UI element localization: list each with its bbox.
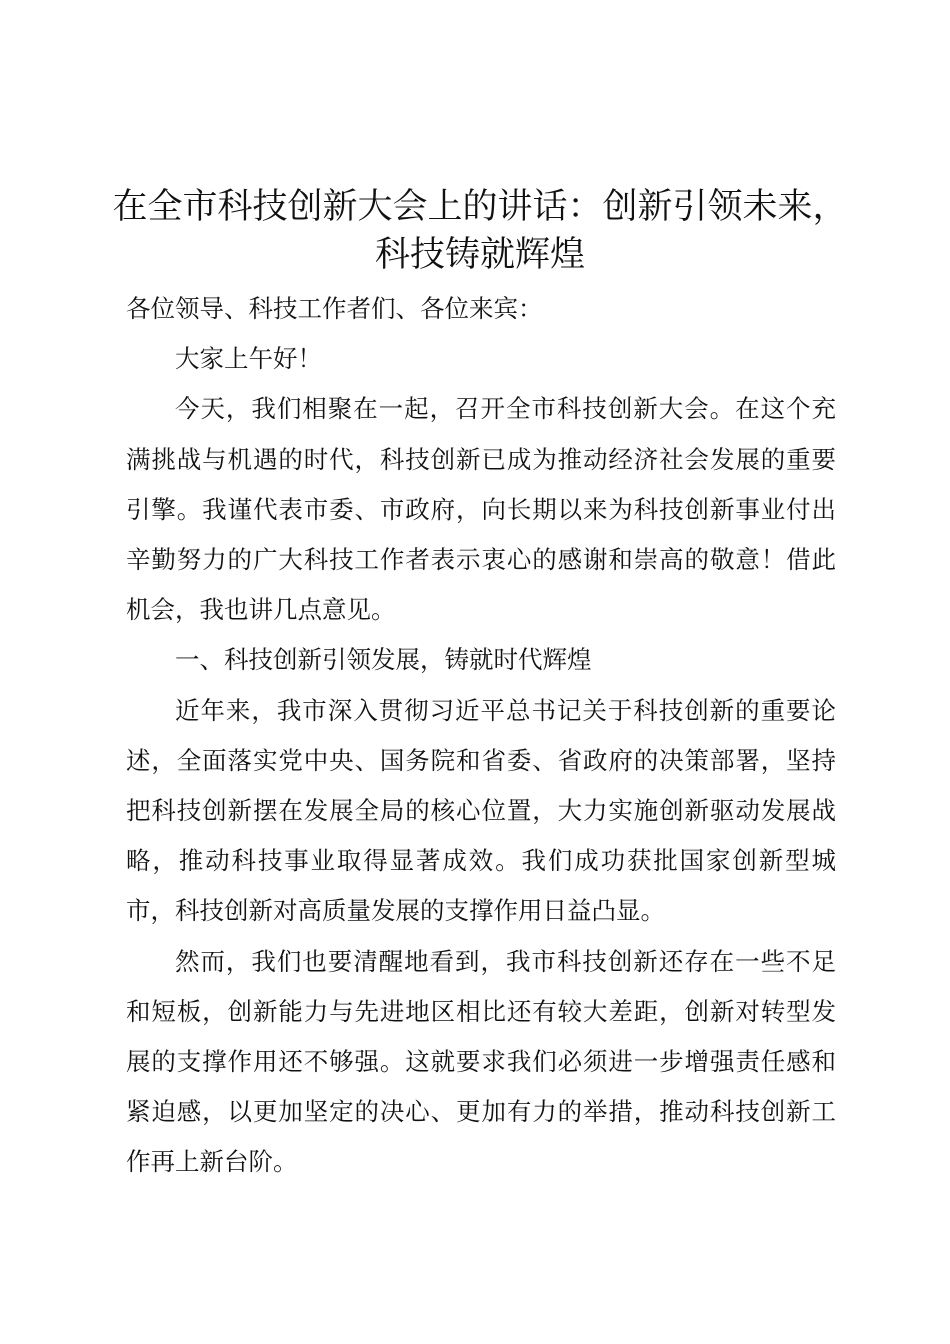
section-heading-1: 一、科技创新引领发展，铸就时代辉煌: [175, 645, 592, 675]
section-1-paragraph-2: 然而，我们也要清醒地看到，我市科技创新还存在一些不足和短板，创新能力与先进地区相比还有较大差距，创新对转型发展的支撑作用还不够强。这就要求我们必须进一步增强责任感和紧迫感，以更加坚定的决心、更加有力的举措，推动科技创新工作再上新台阶。: [126, 946, 836, 1177]
section-1-paragraph-1: 近年来，我市深入贯彻习近平总书记关于科技创新的重要论述，全面落实党中央、国务院和省委、省政府的决策部署，坚持把科技创新摆在发展全局的核心位置，大力实施创新驱动发展战略，推动科技事业取得显著成效。我们成功获批国家创新型城市，科技创新对高质量发展的支撑作用日益凸显。: [126, 695, 836, 926]
document-title: [110, 183, 850, 279]
title-line-1: 在全市科技创新大会上的讲话：创新引领未来，: [112, 187, 848, 227]
salutation: 各位领导、科技工作者们、各位来宾：: [126, 294, 543, 323]
title-line-2: 科技铸就辉煌: [374, 235, 585, 275]
greeting: 大家上午好！: [175, 344, 322, 374]
speech-body: [126, 284, 836, 1188]
intro-paragraph: 今天，我们相聚在一起，召开全市科技创新大会。在这个充满挑战与机遇的时代，科技创新已成为推动经济社会发展的重要引擎。我谨代表市委、市政府，向长期以来为科技创新事业付出辛勤努力的广大科技工作者表示衷心的感谢和崇高的敬意！借此机会，我也讲几点意见。: [126, 394, 836, 625]
